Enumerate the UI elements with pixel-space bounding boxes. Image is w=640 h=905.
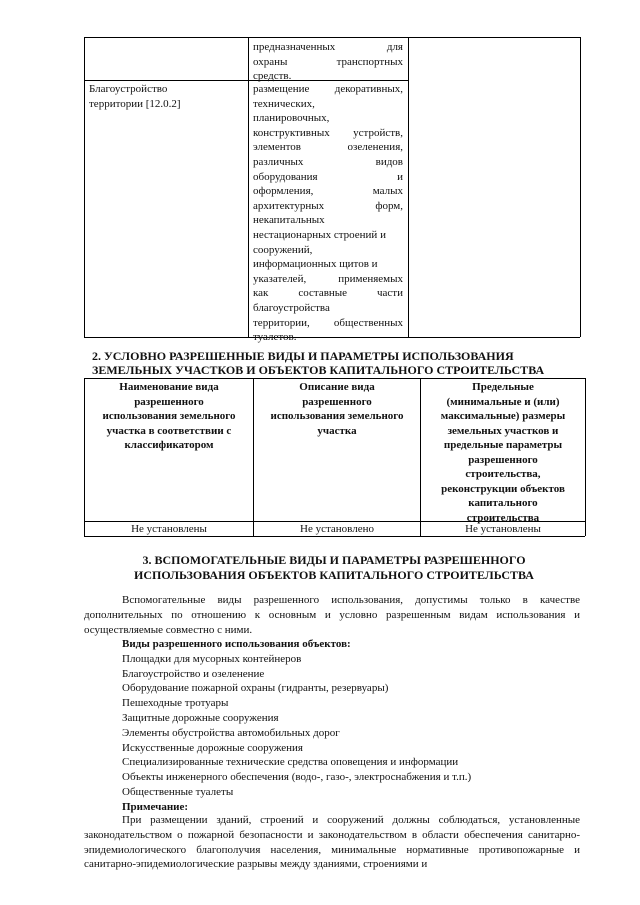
- list-item: Специализированные технические средства оповещения и информации: [122, 756, 459, 769]
- list-item: Пешеходные тротуары: [122, 697, 229, 710]
- section-3-title: 3. ВСПОМОГАТЕЛЬНЫЕ ВИДЫ И ПАРАМЕТРЫ РАЗРЕШЕННОГО ИСПОЛЬЗОВАНИЯ ОБЪЕКТОВ КАПИТАЛЬНОГО СТРОИТЕЛЬСТВА: [134, 553, 534, 582]
- column-header-description: Описание вида разрешенного использования земельного участка: [270, 381, 404, 437]
- table-cell: Не установлены: [131, 523, 207, 535]
- list-item: Площадки для мусорных контейнеров: [122, 652, 302, 665]
- list-heading: Виды разрешенного использования объектов:: [122, 638, 351, 650]
- table-cell-description: размещение декоративных, технических, планировочных, конструктивных устройств, элементов озеленения, различных видов оборудования и оформления, малых архитектурных форм, некапитальных нестационарных строений и сооружений, информационных щитов и указателей, применяемых как составные части благоустройства территории, общественных туалетов.: [253, 83, 403, 344]
- permitted-uses-list: [122, 637, 582, 815]
- list-item: Искусственные дорожные сооружения: [122, 741, 303, 754]
- table-cell: Не установлено: [300, 523, 374, 535]
- column-header-parameters: Предельные (минимальные и (или) максимальные) размеры земельных участков и предельные параметры разрешенного строительства, реконструкции объектов капитального строительства: [440, 381, 566, 524]
- table-cell-description: предназначенных для охраны транспортных средств.: [253, 41, 403, 83]
- list-item: Защитные дорожные сооружения: [122, 711, 279, 724]
- list-item: Общественные туалеты: [122, 785, 234, 798]
- note-paragraph: При размещении зданий, строений и сооружений должны соблюдаться, установленные законодательством о пожарной безопасности и законодательством в области обеспечения санитарно-эпидемиологического благополучия населения, минимальные нормативные противопожарные и санитарно-эпидемиологические разрывы между зданиями, строениями и: [84, 814, 580, 871]
- column-header-name: Наименование вида разрешенного использования земельного участка в соответствии с классификатором: [102, 381, 236, 451]
- list-item: Объекты инженерного обеспечения (водо-, газо-, электроснабжения и т.п.): [122, 771, 472, 784]
- intro-paragraph: Вспомогательные виды разрешенного использования, допустимы только в качестве дополнительных по отношению к основным и условно разрешенным видам использования и осуществляемые совместно с ними.: [84, 594, 580, 636]
- section-2-title: 2. УСЛОВНО РАЗРЕШЕННЫЕ ВИДЫ И ПАРАМЕТРЫ ИСПОЛЬЗОВАНИЯ ЗЕМЕЛЬНЫХ УЧАСТКОВ И ОБЪЕКТОВ КАПИТАЛЬНОГО СТРОИТЕЛЬСТВА: [92, 349, 545, 377]
- list-item: Элементы обустройства автомобильных дорог: [122, 726, 340, 739]
- note-heading: Примечание:: [122, 800, 189, 813]
- list-item: Благоустройство и озеленение: [122, 667, 265, 680]
- table-cell: Не установлены: [465, 523, 541, 535]
- table-cell-name: Благоустройство территории [12.0.2]: [89, 83, 181, 110]
- list-item: Оборудование пожарной охраны (гидранты, резервуары): [122, 682, 389, 695]
